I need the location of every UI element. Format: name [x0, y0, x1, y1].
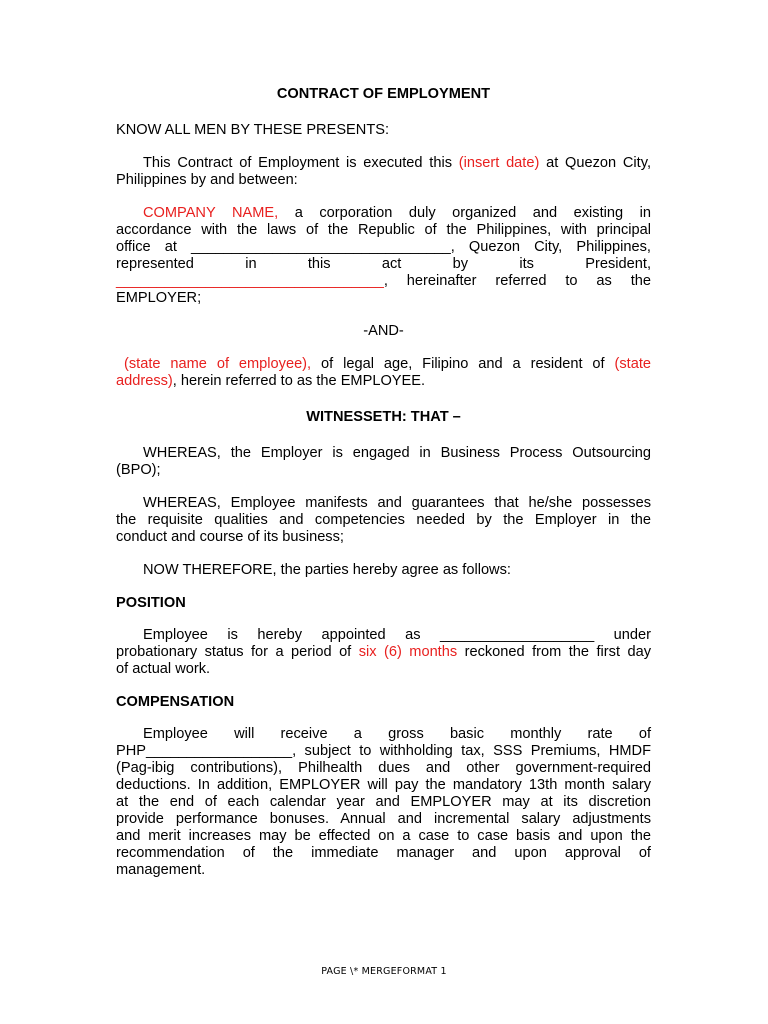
employer-line3: office at ________________________________, Quezon City, Philippines, — [116, 239, 651, 255]
page-footer: PAGE \* MERGEFORMAT 1 — [321, 966, 447, 977]
employee-name-placeholder: (state name of employee), — [124, 356, 312, 372]
compensation-line: management. — [116, 862, 206, 878]
compensation-line: at the end of each calendar year and EMPLOYER may at its discretion — [116, 794, 651, 810]
address-placeholder-2: address) — [116, 373, 173, 389]
compensation-line: (Pag-ibig contributions), Philhealth dues and other government-required — [116, 760, 651, 776]
intro-line2: Philippines by and between: — [116, 172, 298, 188]
compensation-paragraph — [116, 726, 651, 879]
employee-end-text: , herein referred to as the EMPLOYEE. — [172, 373, 426, 389]
whereas2-line2: the requisite qualities and competencies needed by the Employer in the — [116, 512, 651, 528]
employee-paragraph — [116, 356, 651, 390]
intro-location: at Quezon City, — [539, 155, 651, 171]
whereas-1 — [116, 445, 651, 479]
employer-line1: a corporation duly organized and existing in — [278, 205, 651, 221]
employer-line4: represented in this act by its President, — [116, 256, 651, 272]
compensation-line: Employee will receive a gross basic monthly rate of — [143, 726, 651, 742]
whereas1-line2: (BPO); — [116, 462, 161, 478]
president-blank: _________________________________ — [116, 273, 384, 289]
compensation-line: provide performance bonuses. Annual and incremental salary adjustments — [116, 811, 651, 827]
employer-paragraph — [116, 205, 651, 307]
witnesseth-heading: WITNESSETH: THAT – — [306, 409, 461, 425]
employer-line6: EMPLOYER; — [116, 290, 202, 306]
employer-line5: , hereinafter referred to as the — [383, 273, 651, 289]
company-name-placeholder: COMPANY NAME, — [143, 205, 279, 221]
intro-paragraph — [116, 155, 651, 189]
compensation-line: deductions. In addition, EMPLOYER will pay the mandatory 13th month salary — [116, 777, 651, 793]
and-separator: -AND- — [363, 323, 404, 339]
position-line2-before: probationary status for a period of — [116, 644, 359, 660]
position-heading: POSITION — [116, 595, 186, 611]
preamble: KNOW ALL MEN BY THESE PRESENTS: — [116, 122, 390, 138]
document-title: CONTRACT OF EMPLOYMENT — [276, 86, 491, 102]
employer-line2: accordance with the laws of the Republic of the Philippines, with principal — [116, 222, 651, 238]
whereas2-line3: conduct and course of its business; — [116, 529, 344, 545]
document-page — [116, 86, 651, 879]
compensation-line: recommendation of the immediate manager and upon approval of — [116, 845, 651, 861]
address-placeholder-1: (state — [614, 356, 651, 372]
position-line1: Employee is hereby appointed as ___________________ under — [143, 627, 651, 643]
date-placeholder: (insert date) — [458, 155, 540, 171]
compensation-line: and merit increases may be effected on a case to case basis and upon the — [116, 828, 651, 844]
probation-period: six (6) months — [358, 644, 458, 660]
position-paragraph — [116, 627, 651, 678]
compensation-heading: COMPENSATION — [116, 694, 235, 710]
now-therefore: NOW THEREFORE, the parties hereby agree as follows: — [143, 562, 511, 578]
position-line3: of actual work. — [116, 661, 211, 677]
whereas2-line1: WHEREAS, Employee manifests and guarantees that he/she possesses — [143, 495, 651, 511]
employee-mid-text: of legal age, Filipino and a resident of — [311, 356, 615, 372]
position-line2-after: reckoned from the first day — [457, 644, 651, 660]
whereas-2 — [116, 495, 651, 546]
whereas1-line1: WHEREAS, the Employer is engaged in Business Process Outsourcing — [143, 445, 651, 461]
compensation-line: PHP__________________, subject to withholding tax, SSS Premiums, HMDF — [116, 743, 651, 759]
intro-text: This Contract of Employment is executed this — [143, 155, 459, 171]
